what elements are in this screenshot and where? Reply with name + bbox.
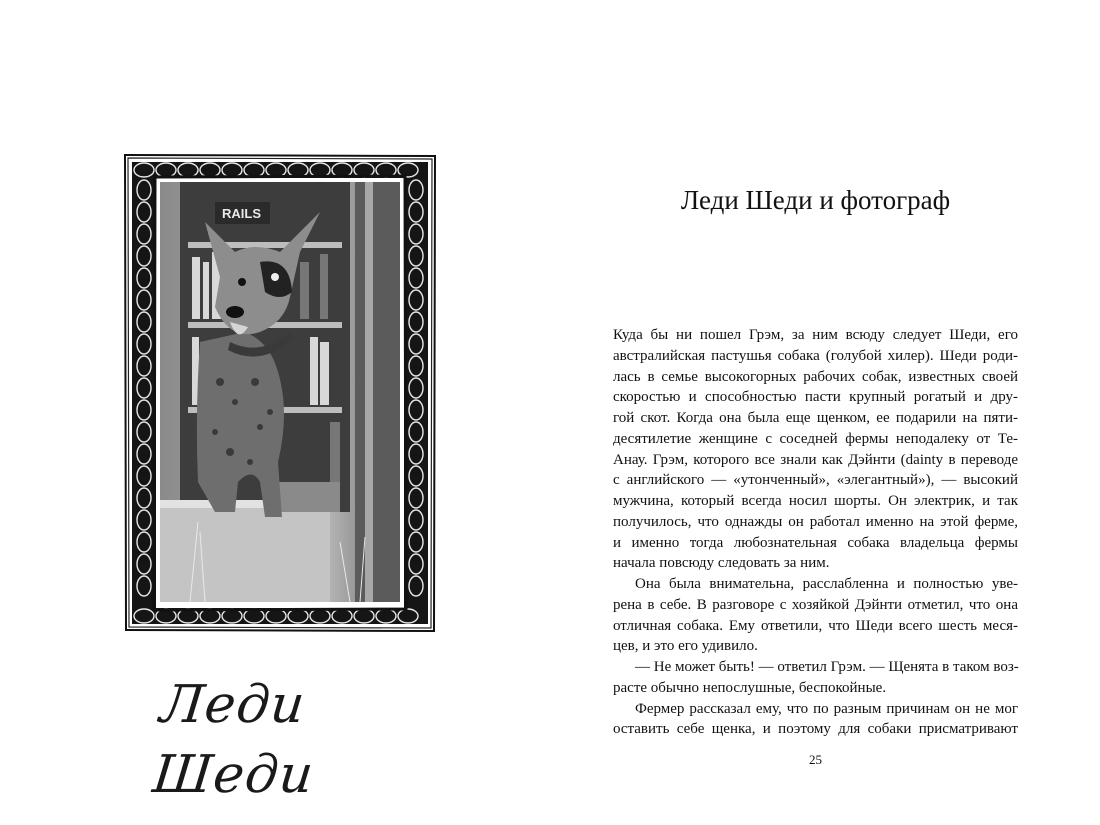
text-line: десятилетие женщине с соседней фермы неподалеку от Те- [613,430,1018,447]
text-line: расте обычно непослушные, беспокойные. [613,679,887,696]
chapter-title: Леди Шеди и фотограф [680,185,951,215]
text-line: Фермер рассказал ему, что по разным причинам он не мог [635,700,1018,717]
handwritten-caption: Леди Шеди [150,675,317,805]
text-line: лась в семье высокогорных рабочих собак, известных своей [613,368,1018,385]
photo-sign-text: RAILS [222,206,261,221]
text-line: цев, и это его удивило. [613,638,758,655]
text-line: оставить себе щенка, и поэтому для собаки присматривают [613,721,1018,738]
text-line: австралийская пастушья собака (голубой хилер). Шеди роди- [613,347,1018,364]
text-line: отличная собака. Ему ответили, что Шеди всего шесть меся- [613,617,1018,634]
text-line: рена в себе. В разговоре с хозяйкой Дэйнти отметил, что она [613,596,1018,613]
text-line: Куда бы ни пошел Грэм, за ним всюду следует Шеди, его [613,327,1018,343]
text-line: с английского — «утонченный», «элегантный»), — высокий [613,472,1018,489]
text-line: получилось, что однажды он работал именно на этой ферме, [613,513,1018,530]
text-line: мужчина, который всегда носил шорты. Он электрик, и так [613,493,1018,509]
text-line: начала повсюду следовать за ним. [613,555,830,572]
text-line: — Не может быть! — ответил Грэм. — Щенята в таком воз- [635,659,1019,675]
text-line: гой скот. Когда она была еще щенком, ее подарили на пяти- [613,410,1018,426]
text-line: скоростью и способностью пасти крупный рогатый и дру- [613,389,1018,406]
text-line: и именно тогда любознательная собака владельца фермы [613,534,1018,551]
dog-photo [160,182,400,602]
illustrated-photo-frame [122,152,438,634]
page-number: 25 [809,752,822,767]
text-line: Она была внимательна, расслабленна и полностью уве- [635,576,1018,592]
chapter-body [613,325,1018,740]
text-line: Анау. Грэм, которого все знали как Дэйнти (dainty в переводе [613,451,1018,468]
